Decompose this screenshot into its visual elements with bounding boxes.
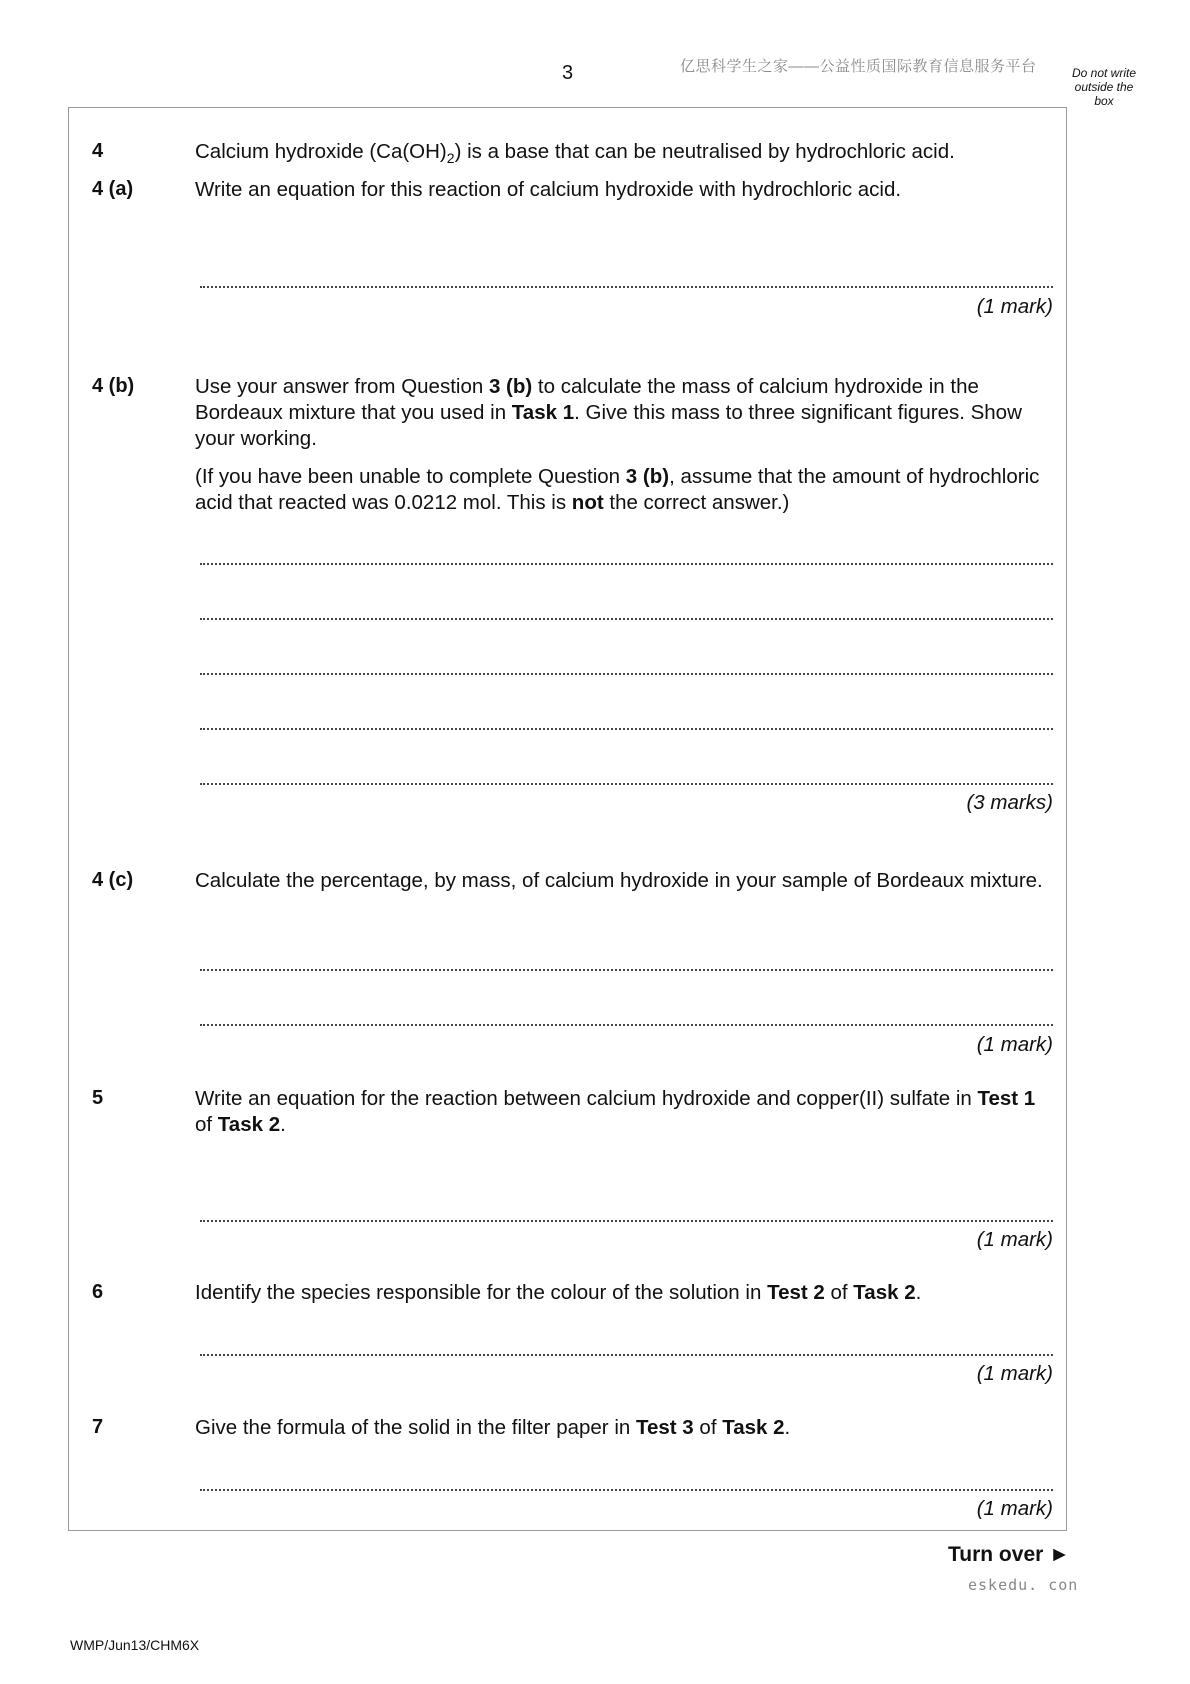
answer-line[interactable] <box>200 967 1053 971</box>
answer-line[interactable] <box>200 1352 1053 1356</box>
marks-label: (1 mark) <box>976 1497 1053 1520</box>
question-number-4a: 4 (a) <box>92 178 134 200</box>
answer-line[interactable] <box>200 1487 1053 1491</box>
question-4-text: Calcium hydroxide $(Ca(OH)_2)$ is a base that can be neutralised by hydrochloric acid. <box>195 140 955 167</box>
marks-label: (1 mark) <box>976 295 1053 318</box>
question-5-text: Write an equation for the reaction between calcium hydroxide and copper(II) sulfate in Test 1 of Task 2. <box>195 1087 1036 1136</box>
question-number-5: 5 <box>92 1087 104 1109</box>
question-number-4b: 4 (b) <box>92 375 135 397</box>
turn-over-label: Turn over ► <box>948 1543 1070 1566</box>
question-4c-text: Calculate the percentage, by mass, of calcium hydroxide in your sample of Bordeaux mixture. <box>195 869 1043 892</box>
answer-line[interactable] <box>200 671 1053 675</box>
question-7-text: Give the formula of the solid in the filter paper in Test 3 of Task 2. <box>195 1416 791 1439</box>
question-4a-text: Write an equation for this reaction of calcium hydroxide with hydrochloric acid. <box>195 178 902 201</box>
answer-line[interactable] <box>200 284 1053 288</box>
answer-line[interactable] <box>200 561 1053 565</box>
marks-label: (1 mark) <box>976 1228 1053 1251</box>
marks-label: (3 marks) <box>966 791 1053 814</box>
answer-line[interactable] <box>200 726 1053 730</box>
question-4b-text: Use your answer from Question 3 (b) to calculate the mass of calcium hydroxide in the Bordeaux mixture that you used in Task 1. Give this mass to three significant figures. Show your working. <box>195 375 1022 450</box>
answer-box-frame <box>68 107 1067 1531</box>
question-6-text: Identify the species responsible for the colour of the solution in Test 2 of Task 2. <box>195 1281 922 1304</box>
watermark-text: 亿思科学生之家——公益性质国际教育信息服务平台 <box>680 58 1037 75</box>
marks-label: (1 mark) <box>976 1033 1053 1056</box>
question-4b-note: (If you have been unable to complete Question 3 (b), assume that the amount of hydrochloric acid that reacted was 0.0212 mol. This is not the correct answer.) <box>195 465 1040 514</box>
question-number-6: 6 <box>92 1281 104 1303</box>
page-number: 3 <box>562 62 574 84</box>
margin-note: Do not write outside the box <box>1071 66 1137 108</box>
answer-line[interactable] <box>200 781 1053 785</box>
answer-line[interactable] <box>200 616 1053 620</box>
question-number-4c: 4 (c) <box>92 869 134 891</box>
paper-code: WMP/Jun13/CHM6X <box>70 1637 200 1653</box>
answer-line[interactable] <box>200 1218 1053 1222</box>
question-number-7: 7 <box>92 1416 104 1438</box>
site-watermark: eskedu. con <box>968 1576 1079 1594</box>
answer-line[interactable] <box>200 1022 1053 1026</box>
question-number-4: 4 <box>92 140 104 162</box>
marks-label: (1 mark) <box>976 1362 1053 1385</box>
